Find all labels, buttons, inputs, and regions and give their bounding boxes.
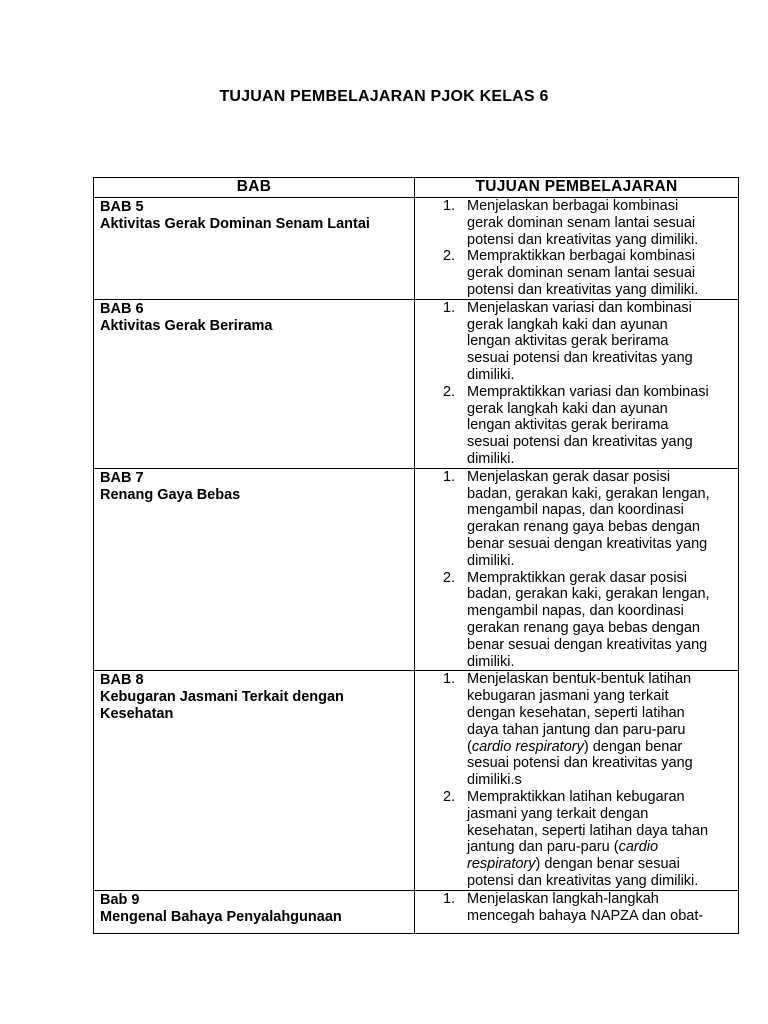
- item-number: 2.: [443, 383, 456, 400]
- item-number: 1.: [443, 671, 456, 688]
- item-text: Menjelaskan berbagai kombinasi gerak dominan senam lantai sesuai potensi dan kreativitas yang dimiliki.: [467, 198, 699, 248]
- objectives-cell: [415, 671, 739, 890]
- chapter-number: BAB 5: [100, 199, 144, 215]
- item-text: Mempraktikkan variasi dan kombinasi gerak langkah kaki dan ayunan lengan aktivitas gerak berirama sesuai potensi dan kreativitas yang dimiliki.: [467, 383, 709, 467]
- chapter-number: BAB 7: [100, 469, 144, 486]
- chapter-cell: [94, 198, 415, 300]
- objectives-list: [421, 300, 738, 468]
- header-tujuan: TUJUAN PEMBELAJARAN: [415, 178, 739, 198]
- item-text: Mempraktikkan berbagai kombinasi gerak dominan senam lantai sesuai potensi dan kreativitas yang dimiliki.: [467, 248, 699, 298]
- chapter-cell: [94, 890, 415, 933]
- header-bab: BAB: [94, 178, 415, 198]
- learning-objectives-table: [93, 177, 739, 934]
- table-row: [94, 671, 739, 890]
- list-item: [421, 789, 738, 890]
- item-number: 1.: [443, 890, 456, 907]
- item-number: 1.: [443, 198, 456, 214]
- chapter-topic: Kebugaran Jasmani Terkait dengan: [100, 689, 344, 706]
- item-number: 1.: [443, 299, 456, 316]
- objectives-cell: [415, 198, 739, 300]
- objectives-list: [421, 671, 738, 889]
- chapter-topic: Aktivitas Gerak Dominan Senam Lantai: [100, 215, 370, 232]
- list-item: [421, 384, 738, 468]
- list-item: [421, 300, 738, 384]
- objectives-cell: [415, 468, 739, 671]
- chapter-number: BAB 8: [100, 672, 144, 689]
- list-item: [421, 891, 738, 925]
- chapter-number: Bab 9: [100, 891, 140, 908]
- item-text: Mempraktikkan latihan kebugaran jasmani yang terkait dengan kesehatan, seperti latihan daya tahan jantung dan paru-paru (cardio respiratory) dengan benar sesuai potensi dan kreativitas yang dimiliki.: [467, 788, 709, 889]
- table-row: [94, 890, 739, 933]
- item-number: 2.: [443, 248, 456, 265]
- objectives-list: [421, 469, 738, 671]
- objectives-list: [421, 891, 738, 925]
- table-header-row: [94, 178, 739, 198]
- objectives-list: [421, 198, 738, 299]
- objectives-cell: [415, 299, 739, 468]
- list-item: [421, 671, 738, 789]
- list-item: [421, 248, 738, 298]
- table-row: [94, 468, 739, 671]
- item-text: Mempraktikkan gerak dasar posisi badan, gerakan kaki, gerakan lengan, mengambil napas, dan koordinasi gerakan renang gaya bebas dengan benar sesuai dengan kreativitas yang dimiliki.: [467, 569, 710, 670]
- item-number: 2.: [443, 569, 456, 586]
- list-item: [421, 469, 738, 570]
- item-text: Menjelaskan langkah-langkah mencegah bahaya NAPZA dan obat-: [467, 890, 704, 924]
- chapter-cell: [94, 671, 415, 890]
- chapter-topic: Aktivitas Gerak Berirama: [100, 317, 273, 334]
- item-text: Menjelaskan bentuk-bentuk latihan kebugaran jasmani yang terkait dengan kesehatan, seperti latihan daya tahan jantung dan paru-paru (cardio respiratory) dengan benar sesuai potensi dan kreativitas yang dimiliki.s: [467, 671, 693, 789]
- item-number: 2.: [443, 788, 456, 805]
- item-text: Menjelaskan variasi dan kombinasi gerak langkah kaki dan ayunan lengan aktivitas gerak berirama sesuai potensi dan kreativitas yang dimiliki.: [467, 299, 693, 383]
- list-item: [421, 198, 738, 248]
- list-item: [421, 570, 738, 671]
- objectives-cell: [415, 890, 739, 933]
- chapter-cell: [94, 468, 415, 671]
- item-text: Menjelaskan gerak dasar posisi badan, gerakan kaki, gerakan lengan, mengambil napas, dan koordinasi gerakan renang gaya bebas dengan benar sesuai dengan kreativitas yang dimiliki.: [467, 468, 710, 569]
- chapter-topic: Mengenal Bahaya Penyalahgunaan: [100, 908, 342, 925]
- item-number: 1.: [443, 468, 456, 485]
- chapter-cell: [94, 299, 415, 468]
- chapter-number: BAB 6: [100, 300, 144, 317]
- page-title: TUJUAN PEMBELAJARAN PJOK KELAS 6: [219, 88, 549, 105]
- table-row: [94, 198, 739, 300]
- chapter-topic: Renang Gaya Bebas: [100, 486, 241, 503]
- chapter-topic: Kesehatan: [100, 705, 174, 722]
- table-row: [94, 299, 739, 468]
